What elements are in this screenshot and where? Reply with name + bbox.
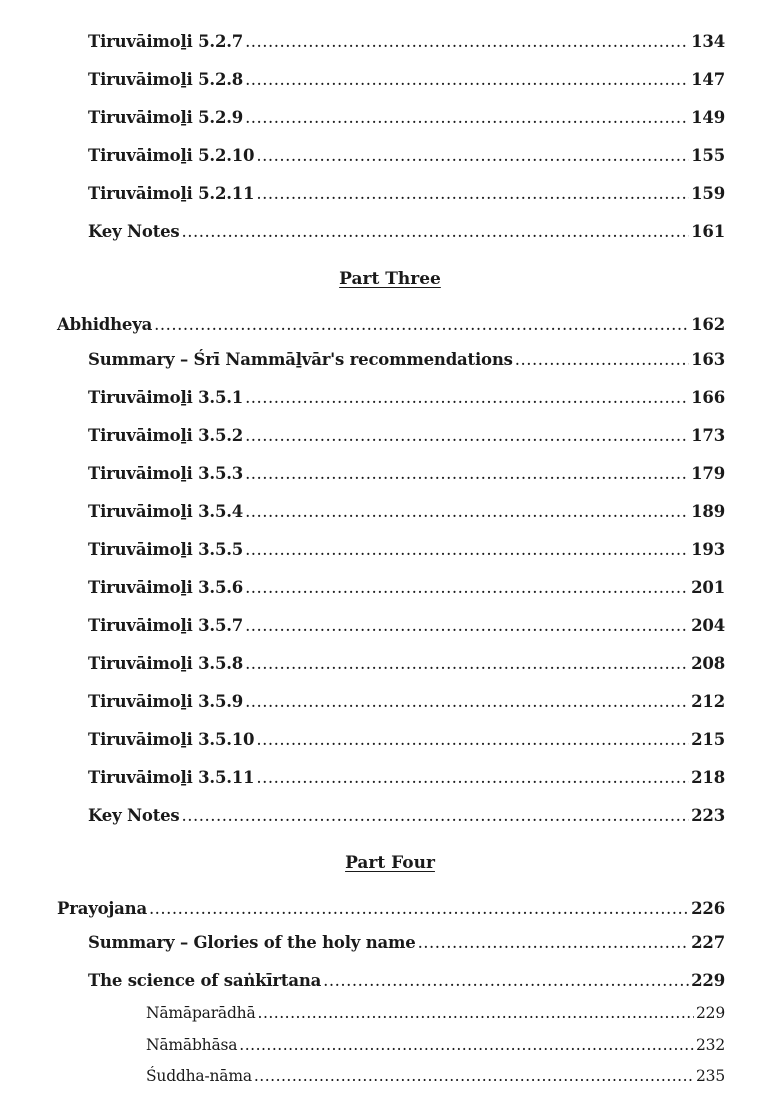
dot-leader [245, 69, 689, 91]
toc-entry-title: Tiruvāimoḻi 3.5.5 [88, 540, 244, 559]
toc-entry-title: Tiruvāimoḻi 5.2.10 [88, 146, 255, 165]
toc-entry[interactable] [88, 615, 725, 637]
toc-entry[interactable] [88, 932, 725, 954]
toc-entry-page: 227 [691, 933, 725, 952]
toc-entry-page: 147 [691, 70, 725, 89]
toc-entry[interactable] [88, 501, 725, 523]
toc-subentry-page: 229 [696, 1004, 725, 1022]
toc-entry-title: Tiruvāimoḻi 3.5.2 [88, 426, 244, 445]
dot-leader [182, 221, 690, 243]
dot-leader [245, 653, 689, 675]
toc-entry-page: 201 [691, 578, 725, 597]
dot-leader [258, 1002, 694, 1024]
toc-entry[interactable] [88, 107, 725, 129]
dot-leader [154, 314, 689, 336]
toc-entry[interactable] [88, 691, 725, 713]
toc-subentry[interactable] [146, 1034, 725, 1056]
toc-subentry[interactable] [146, 1002, 725, 1024]
toc-entry-page: 163 [691, 350, 725, 369]
dot-leader [182, 805, 690, 827]
toc-subentry-page: 235 [696, 1067, 725, 1085]
part-four-heading: Part Four [345, 853, 435, 873]
toc-entry-page: 161 [691, 222, 725, 241]
toc-entry[interactable] [88, 69, 725, 91]
toc-entry-title: Summary – Glories of the holy name [88, 933, 416, 952]
dot-leader [245, 539, 689, 561]
toc-entry[interactable] [88, 805, 725, 827]
toc-entry[interactable] [88, 183, 725, 205]
toc-entry-title: Tiruvāimoḻi 3.5.8 [88, 654, 244, 673]
dot-leader [256, 767, 689, 789]
toc-entry-page: 166 [691, 388, 725, 407]
dot-leader [256, 145, 689, 167]
dot-leader [149, 898, 689, 920]
toc-entry-title: Summary – Śrī Nammāḻvār's recommendations [88, 350, 513, 369]
dot-leader [245, 107, 689, 129]
toc-entry[interactable] [88, 349, 725, 371]
toc-section-page: 226 [691, 899, 725, 918]
dot-leader [245, 691, 689, 713]
toc-entry[interactable] [88, 31, 725, 53]
toc-entry[interactable] [88, 221, 725, 243]
toc-subentry-title: Śuddha-nāma [146, 1067, 252, 1085]
toc-entry-page: 159 [691, 184, 725, 203]
toc-section[interactable] [57, 314, 725, 336]
toc-entry[interactable] [88, 387, 725, 409]
toc-entry-title: Key Notes [88, 806, 180, 825]
dot-leader [245, 615, 689, 637]
toc-entry-page: 204 [691, 616, 725, 635]
dot-leader [323, 970, 689, 992]
toc-entry[interactable] [88, 767, 725, 789]
toc-entry[interactable] [88, 970, 725, 992]
dot-leader [256, 729, 689, 751]
dot-leader [515, 349, 689, 371]
toc-entry[interactable] [88, 539, 725, 561]
toc-section-page: 162 [691, 315, 725, 334]
toc-entry-page: 149 [691, 108, 725, 127]
toc-subentry[interactable] [146, 1065, 725, 1087]
dot-leader [245, 577, 689, 599]
toc-entry-page: 173 [691, 426, 725, 445]
dot-leader [254, 1065, 694, 1087]
toc-entry-title: The science of saṅkīrtana [88, 971, 322, 990]
toc-entry-page: 223 [691, 806, 725, 825]
dot-leader [239, 1034, 694, 1056]
toc-entry[interactable] [88, 425, 725, 447]
toc-section[interactable] [57, 898, 725, 920]
toc-entry-title: Tiruvāimoḻi 5.2.11 [88, 184, 255, 203]
toc-entry-title: Tiruvāimoḻi 3.5.7 [88, 616, 244, 635]
dot-leader [245, 387, 689, 409]
dot-leader [418, 932, 690, 954]
toc-entry[interactable] [88, 729, 725, 751]
toc-subentry-title: Nāmābhāsa [146, 1036, 238, 1054]
toc-entry-title: Tiruvāimoḻi 3.5.4 [88, 502, 244, 521]
toc-entry-page: 155 [691, 146, 725, 165]
toc-entry-page: 229 [691, 971, 725, 990]
toc-entry-title: Key Notes [88, 222, 180, 241]
toc-entry-page: 212 [691, 692, 725, 711]
toc-entry-title: Tiruvāimoḻi 3.5.10 [88, 730, 255, 749]
part-three-heading: Part Three [339, 269, 441, 289]
toc-entry-title: Tiruvāimoḻi 3.5.1 [88, 388, 244, 407]
toc-entry[interactable] [88, 577, 725, 599]
toc-entry[interactable] [88, 463, 725, 485]
toc-section-title: Abhidheya [57, 315, 153, 334]
toc-entry[interactable] [88, 145, 725, 167]
toc-subentry-title: Nāmāparādhā [146, 1004, 256, 1022]
toc-entry-page: 215 [691, 730, 725, 749]
dot-leader [245, 501, 689, 523]
toc-entry-page: 189 [691, 502, 725, 521]
dot-leader [256, 183, 689, 205]
toc-entry-page: 179 [691, 464, 725, 483]
toc-section-title: Prayojana [57, 899, 147, 918]
toc-entry-title: Tiruvāimoḻi 3.5.3 [88, 464, 244, 483]
toc-entry-title: Tiruvāimoḻi 5.2.9 [88, 108, 244, 127]
toc-entry-page: 218 [691, 768, 725, 787]
toc-entry-title: Tiruvāimoḻi 3.5.11 [88, 768, 255, 787]
toc-subentry-page: 232 [696, 1036, 725, 1054]
toc-entry-page: 134 [691, 32, 725, 51]
toc-entry-page: 208 [691, 654, 725, 673]
dot-leader [245, 463, 689, 485]
toc-entry[interactable] [88, 653, 725, 675]
dot-leader [245, 425, 689, 447]
toc-entry-page: 193 [691, 540, 725, 559]
toc-entry-title: Tiruvāimoḻi 5.2.7 [88, 32, 244, 51]
toc-entry-title: Tiruvāimoḻi 3.5.9 [88, 692, 244, 711]
toc-entry-title: Tiruvāimoḻi 3.5.6 [88, 578, 244, 597]
toc-entry-title: Tiruvāimoḻi 5.2.8 [88, 70, 244, 89]
dot-leader [245, 31, 689, 53]
